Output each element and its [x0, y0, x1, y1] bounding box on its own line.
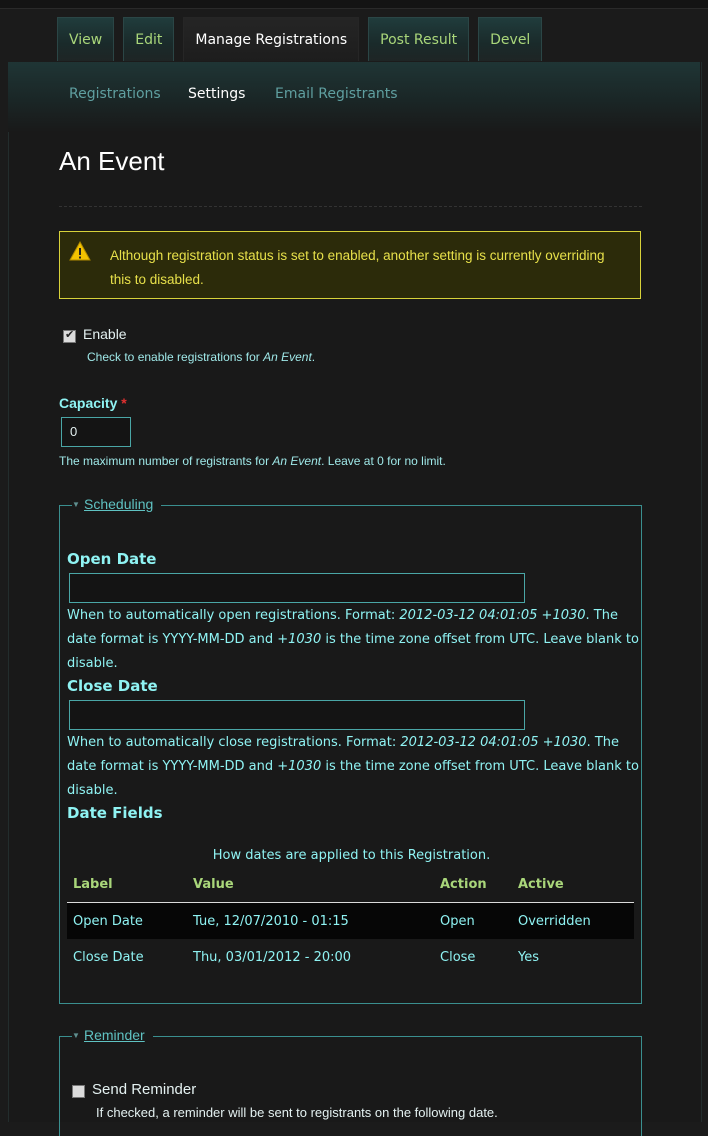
- send-reminder-description: If checked, a reminder will be sent to registrants on the following date.: [96, 1105, 498, 1120]
- collapse-arrow-icon: ▼: [72, 1031, 80, 1040]
- subtab-email-registrants[interactable]: Email Registrants: [275, 86, 398, 102]
- primary-tabs: [57, 17, 551, 63]
- scheduling-fieldset: [59, 496, 642, 1004]
- table-cell: Close Date: [73, 950, 144, 965]
- column-header-action: Action: [440, 877, 487, 892]
- required-marker: *: [121, 395, 127, 411]
- table-cell: Overridden: [518, 914, 591, 929]
- divider: [59, 206, 642, 207]
- subtab-registrations[interactable]: Registrations: [69, 86, 161, 102]
- enable-description: Check to enable registrations for An Event.: [87, 350, 316, 364]
- table-cell: Open Date: [73, 914, 143, 929]
- warning-message: [59, 231, 641, 299]
- open-date-label: Open Date: [67, 550, 157, 568]
- table-cell: Open: [440, 914, 475, 929]
- capacity-label: Capacity *: [59, 395, 127, 411]
- capacity-input[interactable]: 0: [61, 417, 131, 447]
- table-caption: How dates are applied to this Registration.: [212, 848, 491, 863]
- checkmark-icon: ✔: [65, 328, 75, 341]
- close-date-input[interactable]: [69, 700, 525, 730]
- secondary-tabs: [8, 62, 700, 132]
- enable-label: Enable: [83, 326, 127, 342]
- table-cell: Thu, 03/01/2012 - 20:00: [193, 950, 352, 965]
- tab-post-result[interactable]: Post Result: [368, 17, 469, 61]
- tab-devel[interactable]: Devel: [478, 17, 542, 61]
- tab-edit[interactable]: Edit: [123, 17, 174, 61]
- send-reminder-label: Send Reminder: [92, 1081, 197, 1098]
- table-row: [67, 939, 634, 975]
- column-header-value: Value: [193, 877, 234, 892]
- column-header-active: Active: [518, 877, 564, 892]
- collapse-arrow-icon: ▼: [72, 500, 80, 509]
- tab-view[interactable]: View: [57, 17, 114, 61]
- warning-icon: [69, 241, 91, 261]
- send-reminder-checkbox[interactable]: [72, 1085, 85, 1098]
- close-date-description: When to automatically close registrations. Format: 2012-03-12 04:01:05 +1030. The date format is YYYY-MM-DD and +1030 is the time zone offset from UTC. Leave blank to disable.: [67, 735, 639, 798]
- close-date-label: Close Date: [67, 677, 158, 695]
- tab-manage-registrations[interactable]: Manage Registrations: [183, 17, 359, 61]
- date-fields-label: Date Fields: [67, 804, 163, 822]
- table-cell: Tue, 12/07/2010 - 01:15: [193, 914, 349, 929]
- reminder-legend[interactable]: ▼ Reminder: [72, 1027, 153, 1043]
- subtab-settings[interactable]: Settings: [188, 86, 246, 102]
- table-row: [67, 902, 634, 939]
- open-date-description: When to automatically open registrations. Format: 2012-03-12 04:01:05 +1030. The date format is YYYY-MM-DD and +1030 is the time zone offset from UTC. Leave blank to disable.: [67, 608, 639, 671]
- column-header-label: Label: [73, 877, 113, 892]
- capacity-description: The maximum number of registrants for An Event. Leave at 0 for no limit.: [59, 454, 446, 468]
- top-bar: [0, 0, 708, 9]
- enable-checkbox[interactable]: [63, 330, 76, 343]
- warning-text: Although registration status is set to enabled, another setting is currently overriding this to disabled.: [110, 248, 605, 287]
- table-cell: Close: [440, 950, 476, 965]
- open-date-input[interactable]: [69, 573, 525, 603]
- scheduling-legend[interactable]: ▼ Scheduling: [72, 496, 161, 512]
- page-title: An Event: [59, 146, 165, 176]
- reminder-fieldset: [59, 1027, 642, 1136]
- table-cell: Yes: [518, 950, 539, 965]
